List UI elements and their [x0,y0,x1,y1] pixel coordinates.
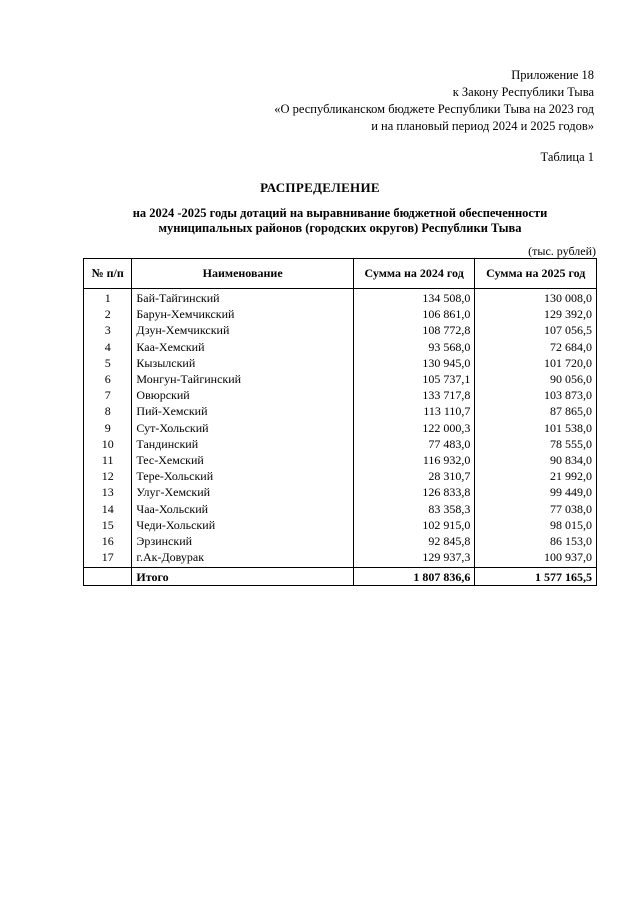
row-number: 2 [84,306,132,322]
row-sum-2024: 106 861,0 [353,306,475,322]
units-label: (тыс. рублей) [528,244,596,258]
row-name: Монгун-Тайгинский [132,371,353,387]
total-number-cell [84,568,132,586]
row-sum-2025: 77 038,0 [475,500,597,516]
row-sum-2024: 113 110,7 [353,403,475,419]
row-number: 7 [84,387,132,403]
row-number: 5 [84,355,132,371]
document-title: РАСПРЕДЕЛЕНИЕ [260,180,380,195]
table-header-row [84,259,597,289]
row-sum-2025: 90 056,0 [475,371,597,387]
row-sum-2025: 103 873,0 [475,387,597,403]
total-2025: 1 577 165,5 [475,568,597,586]
law-title-line1: «О республиканском бюджете Республики Тыва на 2023 год [274,102,594,116]
row-name: Пий-Хемский [132,403,353,419]
row-number: 11 [84,452,132,468]
row-sum-2025: 86 153,0 [475,533,597,549]
law-title-line2: и на плановый период 2024 и 2025 годов» [371,119,594,133]
header-number: № п/п [84,259,132,289]
row-number: 17 [84,549,132,568]
row-number: 9 [84,420,132,436]
row-sum-2024: 129 937,3 [353,549,475,568]
total-2024: 1 807 836,6 [353,568,475,586]
row-sum-2024: 133 717,8 [353,387,475,403]
row-sum-2025: 107 056,5 [475,322,597,338]
table-row [84,355,597,371]
table-row [84,452,597,468]
row-number: 13 [84,484,132,500]
table-row [84,339,597,355]
row-sum-2025: 99 449,0 [475,484,597,500]
row-name: г.Ак-Довурак [132,549,353,568]
row-sum-2025: 90 834,0 [475,452,597,468]
table-row [84,533,597,549]
row-sum-2025: 72 684,0 [475,339,597,355]
document-subtitle [60,206,620,236]
row-number: 16 [84,533,132,549]
row-sum-2025: 21 992,0 [475,468,597,484]
subtitle-line1: на 2024 -2025 годы дотаций на выравнивание бюджетной обеспеченности [132,206,548,220]
total-label: Итого [132,568,353,586]
row-number: 15 [84,517,132,533]
table-row [84,500,597,516]
total-row [84,568,597,586]
row-name: Овюрский [132,387,353,403]
row-sum-2025: 100 937,0 [475,549,597,568]
row-sum-2024: 116 932,0 [353,452,475,468]
row-name: Чеди-Хольский [132,517,353,533]
row-sum-2024: 28 310,7 [353,468,475,484]
row-sum-2024: 108 772,8 [353,322,475,338]
header-sum-2024: Сумма на 2024 год [353,259,475,289]
table-row [84,306,597,322]
row-name: Тандинский [132,436,353,452]
row-sum-2024: 92 845,8 [353,533,475,549]
row-number: 12 [84,468,132,484]
row-sum-2024: 77 483,0 [353,436,475,452]
table-row [84,517,597,533]
table-row [84,484,597,500]
row-number: 10 [84,436,132,452]
row-name: Чаа-Хольский [132,500,353,516]
row-number: 4 [84,339,132,355]
table-row [84,322,597,338]
row-sum-2024: 83 358,3 [353,500,475,516]
table-row [84,371,597,387]
row-name: Кызылский [132,355,353,371]
header-name: Наименование [132,259,353,289]
table-row [84,468,597,484]
table-row [84,436,597,452]
row-name: Улуг-Хемский [132,484,353,500]
row-name: Тере-Хольский [132,468,353,484]
row-number: 8 [84,403,132,419]
row-sum-2024: 130 945,0 [353,355,475,371]
law-reference: к Закону Республики Тыва [452,85,594,99]
row-number: 6 [84,371,132,387]
row-sum-2025: 129 392,0 [475,306,597,322]
table-row [84,387,597,403]
table-row [84,403,597,419]
row-name: Каа-Хемский [132,339,353,355]
header-sum-2025: Сумма на 2025 год [475,259,597,289]
row-name: Сут-Хольский [132,420,353,436]
row-number: 1 [84,289,132,307]
appendix-header [274,67,594,135]
row-sum-2025: 101 720,0 [475,355,597,371]
table-body [84,289,597,568]
row-sum-2025: 78 555,0 [475,436,597,452]
distribution-table [83,258,597,586]
row-sum-2024: 126 833,8 [353,484,475,500]
row-sum-2025: 130 008,0 [475,289,597,307]
row-name: Дзун-Хемчикский [132,322,353,338]
appendix-number: Приложение 18 [511,68,594,82]
table-row [84,420,597,436]
row-number: 14 [84,500,132,516]
table-label: Таблица 1 [540,150,594,164]
row-sum-2024: 105 737,1 [353,371,475,387]
row-sum-2025: 101 538,0 [475,420,597,436]
row-name: Тес-Хемский [132,452,353,468]
row-sum-2025: 87 865,0 [475,403,597,419]
row-sum-2024: 93 568,0 [353,339,475,355]
table-row [84,289,597,307]
row-name: Барун-Хемчикский [132,306,353,322]
row-sum-2024: 134 508,0 [353,289,475,307]
row-sum-2025: 98 015,0 [475,517,597,533]
table-row [84,549,597,568]
row-sum-2024: 102 915,0 [353,517,475,533]
row-name: Бай-Тайгинский [132,289,353,307]
row-number: 3 [84,322,132,338]
subtitle-line2: муниципальных районов (городских округов) Республики Тыва [158,221,522,235]
row-name: Эрзинский [132,533,353,549]
row-sum-2024: 122 000,3 [353,420,475,436]
